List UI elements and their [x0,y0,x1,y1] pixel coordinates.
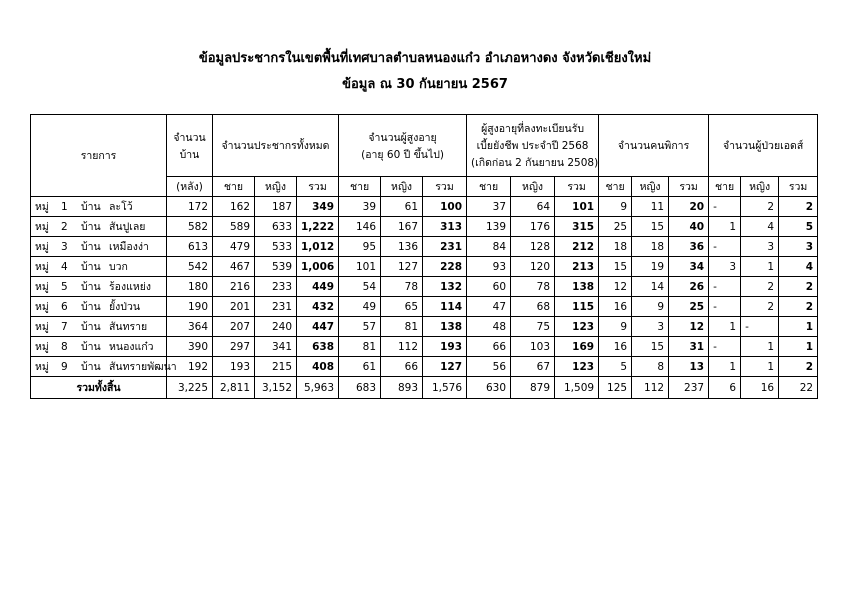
aids-female-cell: 4 [741,217,779,237]
aids-total-cell: 1 [779,317,818,337]
elderly-male-cell: 49 [339,297,381,317]
header-total: รวม [669,177,709,197]
elderly-female-cell: 61 [381,197,423,217]
total-dis-female: 112 [632,377,669,399]
village-number: 6 [61,301,68,313]
header-female: หญิง [511,177,555,197]
header-disabled: จำนวนคนพิการ [599,115,709,177]
pop-male-cell: 216 [213,277,255,297]
pop-total-cell: 432 [297,297,339,317]
village-cell [31,197,167,217]
pop-female-cell: 533 [255,237,297,257]
aids-male-cell: - [709,237,741,257]
elderly-total-cell: 100 [423,197,467,217]
aids-total-cell: 2 [779,297,818,317]
aids-female-cell: 3 [741,237,779,257]
table-row [31,337,818,357]
village-ban: บ้าน [81,361,101,373]
pop-female-cell: 539 [255,257,297,277]
registered-female-cell: 176 [511,217,555,237]
registered-female-cell: 75 [511,317,555,337]
header-population: จำนวนประชากรทั้งหมด [213,115,339,177]
registered-total-cell: 101 [555,197,599,217]
header-male: ชาย [339,177,381,197]
header-aids: จำนวนผู้ป่วยเอดส์ [709,115,818,177]
disabled-female-cell: 8 [632,357,669,377]
households-cell: 613 [167,237,213,257]
registered-male-cell: 48 [467,317,511,337]
disabled-female-cell: 9 [632,297,669,317]
elderly-male-cell: 146 [339,217,381,237]
village-cell [31,337,167,357]
registered-total-cell: 213 [555,257,599,277]
pop-male-cell: 201 [213,297,255,317]
header-registered-line3: (เกิดก่อน 2 กันยายน 2508) [471,157,599,169]
header-male: ชาย [467,177,511,197]
elderly-female-cell: 66 [381,357,423,377]
disabled-total-cell: 31 [669,337,709,357]
total-row [31,377,818,399]
pop-female-cell: 233 [255,277,297,297]
aids-female-cell: 2 [741,297,779,317]
elderly-female-cell: 78 [381,277,423,297]
table-row [31,357,818,377]
total-eld-female: 893 [381,377,423,399]
header-female: หญิง [381,177,423,197]
village-moo: หมู่ [35,201,49,213]
households-cell: 180 [167,277,213,297]
village-ban: บ้าน [81,341,101,353]
aids-total-cell: 3 [779,237,818,257]
disabled-female-cell: 11 [632,197,669,217]
elderly-total-cell: 132 [423,277,467,297]
total-aids-male: 6 [709,377,741,399]
pop-total-cell: 1,012 [297,237,339,257]
elderly-male-cell: 54 [339,277,381,297]
registered-total-cell: 169 [555,337,599,357]
village-cell [31,217,167,237]
aids-female-cell: 2 [741,197,779,217]
total-dis-male: 125 [599,377,632,399]
village-cell [31,297,167,317]
aids-male-cell: - [709,297,741,317]
total-reg-total: 1,509 [555,377,599,399]
registered-total-cell: 138 [555,277,599,297]
village-ban: บ้าน [81,241,101,253]
header-total: รวม [423,177,467,197]
pop-female-cell: 240 [255,317,297,337]
pop-female-cell: 231 [255,297,297,317]
header-total: รวม [297,177,339,197]
disabled-male-cell: 9 [599,197,632,217]
registered-male-cell: 47 [467,297,511,317]
households-cell: 390 [167,337,213,357]
aids-female-cell: 1 [741,337,779,357]
village-number: 8 [61,341,68,353]
disabled-male-cell: 12 [599,277,632,297]
village-name: เหมืองง่า [109,241,149,253]
aids-female-cell: - [741,317,779,337]
aids-male-cell: - [709,277,741,297]
pop-total-cell: 349 [297,197,339,217]
elderly-total-cell: 228 [423,257,467,277]
elderly-male-cell: 57 [339,317,381,337]
elderly-male-cell: 81 [339,337,381,357]
disabled-female-cell: 18 [632,237,669,257]
elderly-total-cell: 127 [423,357,467,377]
disabled-total-cell: 26 [669,277,709,297]
village-number: 4 [61,261,68,273]
disabled-female-cell: 19 [632,257,669,277]
total-reg-female: 879 [511,377,555,399]
aids-total-cell: 2 [779,277,818,297]
pop-total-cell: 638 [297,337,339,357]
aids-male-cell: 1 [709,357,741,377]
village-name: ร้องแหย่ง [109,281,152,293]
registered-female-cell: 67 [511,357,555,377]
registered-male-cell: 60 [467,277,511,297]
header-elderly [339,115,467,177]
pop-male-cell: 589 [213,217,255,237]
households-cell: 542 [167,257,213,277]
registered-female-cell: 68 [511,297,555,317]
header-total: รวม [779,177,818,197]
aids-male-cell: 1 [709,217,741,237]
disabled-total-cell: 13 [669,357,709,377]
village-number: 1 [61,201,68,213]
population-table [30,114,818,399]
village-number: 9 [61,361,68,373]
registered-female-cell: 103 [511,337,555,357]
elderly-female-cell: 127 [381,257,423,277]
village-moo: หมู่ [35,281,49,293]
pop-female-cell: 215 [255,357,297,377]
total-dis-total: 237 [669,377,709,399]
disabled-total-cell: 20 [669,197,709,217]
households-cell: 582 [167,217,213,237]
header-item: รายการ [31,115,167,197]
village-name: สันทรายพัฒนา [109,361,177,373]
total-pop-total: 5,963 [297,377,339,399]
document-subtitle: ข้อมูล ณ 30 กันยายน 2567 [342,77,508,92]
header-female: หญิง [632,177,669,197]
village-moo: หมู่ [35,301,49,313]
elderly-total-cell: 138 [423,317,467,337]
disabled-total-cell: 36 [669,237,709,257]
pop-male-cell: 162 [213,197,255,217]
village-moo: หมู่ [35,361,49,373]
village-number: 5 [61,281,68,293]
village-ban: บ้าน [81,261,101,273]
pop-male-cell: 467 [213,257,255,277]
pop-female-cell: 633 [255,217,297,237]
table-row [31,257,818,277]
total-households: 3,225 [167,377,213,399]
table-row [31,197,818,217]
table-row [31,297,818,317]
pop-total-cell: 1,006 [297,257,339,277]
aids-male-cell: 1 [709,317,741,337]
village-number: 3 [61,241,68,253]
disabled-female-cell: 15 [632,217,669,237]
pop-male-cell: 207 [213,317,255,337]
header-households-unit: (หลัง) [167,177,213,197]
pop-male-cell: 193 [213,357,255,377]
village-cell [31,357,177,377]
disabled-male-cell: 15 [599,257,632,277]
registered-total-cell: 123 [555,357,599,377]
disabled-male-cell: 9 [599,317,632,337]
aids-male-cell: 3 [709,257,741,277]
aids-total-cell: 2 [779,197,818,217]
header-female: หญิง [255,177,297,197]
disabled-male-cell: 18 [599,237,632,257]
aids-female-cell: 2 [741,277,779,297]
aids-total-cell: 5 [779,217,818,237]
disabled-male-cell: 16 [599,337,632,357]
aids-male-cell: - [709,197,741,217]
village-name: ยั้งป่วน [109,301,141,313]
pop-male-cell: 297 [213,337,255,357]
households-cell: 190 [167,297,213,317]
elderly-female-cell: 81 [381,317,423,337]
registered-male-cell: 93 [467,257,511,277]
pop-female-cell: 341 [255,337,297,357]
village-name: สันปูเลย [109,221,146,233]
village-cell [31,317,167,337]
registered-total-cell: 115 [555,297,599,317]
header-male: ชาย [213,177,255,197]
registered-male-cell: 66 [467,337,511,357]
registered-total-cell: 123 [555,317,599,337]
aids-male-cell: - [709,337,741,357]
total-pop-male: 2,811 [213,377,255,399]
disabled-total-cell: 25 [669,297,709,317]
table-row [31,217,818,237]
aids-female-cell: 1 [741,357,779,377]
total-aids-female: 16 [741,377,779,399]
registered-male-cell: 139 [467,217,511,237]
village-name: หนองแก๋ว [109,341,154,353]
disabled-total-cell: 34 [669,257,709,277]
village-ban: บ้าน [81,221,101,233]
elderly-total-cell: 193 [423,337,467,357]
village-moo: หมู่ [35,341,49,353]
table-row [31,237,818,257]
elderly-male-cell: 95 [339,237,381,257]
village-cell [31,237,167,257]
households-cell: 364 [167,317,213,337]
aids-total-cell: 4 [779,257,818,277]
elderly-total-cell: 313 [423,217,467,237]
aids-female-cell: 1 [741,257,779,277]
header-households-line1: จำนวน [173,131,206,144]
village-moo: หมู่ [35,241,49,253]
disabled-female-cell: 14 [632,277,669,297]
disabled-female-cell: 15 [632,337,669,357]
registered-total-cell: 315 [555,217,599,237]
registered-female-cell: 64 [511,197,555,217]
disabled-male-cell: 16 [599,297,632,317]
header-registered-line2: เบี้ยยังชีพ ประจำปี 2568 [476,140,589,152]
total-eld-total: 1,576 [423,377,467,399]
village-cell [31,257,167,277]
header-male: ชาย [709,177,741,197]
header-registered-line1: ผู้สูงอายุที่ลงทะเบียนรับ [481,123,585,135]
header-female: หญิง [741,177,779,197]
total-label: รวมทั้งสิ้น [31,377,167,399]
header-households-line2: บ้าน [179,148,200,161]
header-elderly-line2: (อายุ 60 ปี ขึ้นไป) [361,148,444,161]
pop-total-cell: 447 [297,317,339,337]
village-name: สันทราย [109,321,148,333]
registered-male-cell: 37 [467,197,511,217]
disabled-male-cell: 5 [599,357,632,377]
registered-male-cell: 84 [467,237,511,257]
village-name: ละโว้ [109,201,133,213]
disabled-total-cell: 12 [669,317,709,337]
elderly-female-cell: 167 [381,217,423,237]
header-total: รวม [555,177,599,197]
elderly-male-cell: 39 [339,197,381,217]
village-number: 2 [61,221,68,233]
total-reg-male: 630 [467,377,511,399]
disabled-male-cell: 25 [599,217,632,237]
elderly-female-cell: 112 [381,337,423,357]
village-number: 7 [61,321,68,333]
village-ban: บ้าน [81,281,101,293]
aids-total-cell: 1 [779,337,818,357]
pop-total-cell: 449 [297,277,339,297]
registered-male-cell: 56 [467,357,511,377]
disabled-female-cell: 3 [632,317,669,337]
village-name: บวก [109,261,128,273]
header-households [167,115,213,177]
registered-total-cell: 212 [555,237,599,257]
village-cell [31,277,167,297]
registered-female-cell: 128 [511,237,555,257]
total-aids-total: 22 [779,377,818,399]
elderly-female-cell: 136 [381,237,423,257]
total-eld-male: 683 [339,377,381,399]
village-moo: หมู่ [35,221,49,233]
table-row [31,317,818,337]
table-row [31,277,818,297]
disabled-total-cell: 40 [669,217,709,237]
households-cell: 192 [167,357,213,377]
village-ban: บ้าน [81,321,101,333]
households-cell: 172 [167,197,213,217]
aids-total-cell: 2 [779,357,818,377]
village-ban: บ้าน [81,301,101,313]
registered-female-cell: 78 [511,277,555,297]
pop-male-cell: 479 [213,237,255,257]
elderly-male-cell: 101 [339,257,381,277]
registered-female-cell: 120 [511,257,555,277]
document-title: ข้อมูลประชากรในเขตพื้นที่เทศบาลตำบลหนองแก๋ว อำเภอหางดง จังหวัดเชียงใหม่ [198,51,652,66]
pop-total-cell: 408 [297,357,339,377]
village-moo: หมู่ [35,261,49,273]
village-moo: หมู่ [35,321,49,333]
village-ban: บ้าน [81,201,101,213]
total-pop-female: 3,152 [255,377,297,399]
elderly-female-cell: 65 [381,297,423,317]
pop-female-cell: 187 [255,197,297,217]
elderly-male-cell: 61 [339,357,381,377]
header-registered [467,115,599,177]
pop-total-cell: 1,222 [297,217,339,237]
header-elderly-line1: จำนวนผู้สูงอายุ [368,131,437,144]
elderly-total-cell: 114 [423,297,467,317]
header-male: ชาย [599,177,632,197]
elderly-total-cell: 231 [423,237,467,257]
